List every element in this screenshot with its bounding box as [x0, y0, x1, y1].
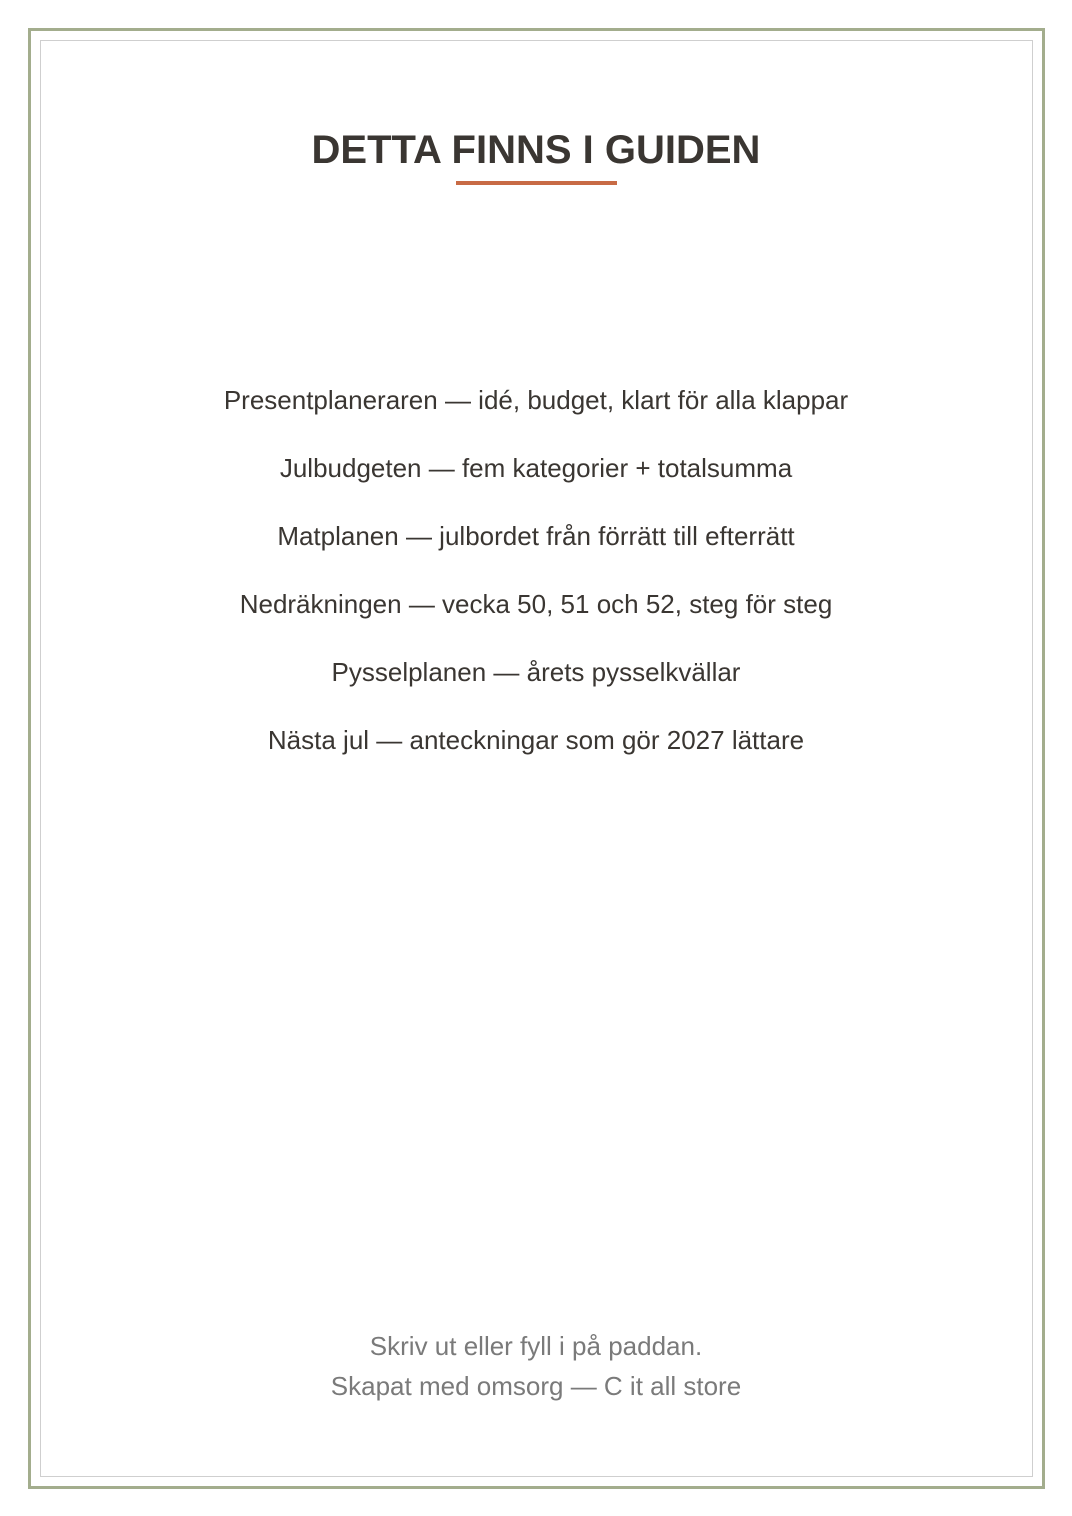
- page-title: DETTA FINNS I GUIDEN: [311, 128, 761, 172]
- footer-print-note: Skriv ut eller fyll i på paddan.: [369, 1331, 703, 1361]
- footer-credit: Skapat med omsorg — C it all store: [330, 1371, 742, 1401]
- contents-list: [0, 380, 1072, 788]
- title-underline: [456, 181, 617, 185]
- footer: [0, 1326, 1072, 1406]
- contents-item-presentplaneraren: Presentplaneraren — idé, budget, klart för alla klappar: [223, 385, 849, 415]
- contents-item-nasta-jul: Nästa jul — anteckningar som gör 2027 lättare: [267, 725, 805, 755]
- contents-item-matplanen: Matplanen — julbordet från förrätt till efterrätt: [277, 521, 795, 551]
- contents-item-pysselplanen: Pysselplanen — årets pysselkvällar: [331, 657, 741, 687]
- contents-item-julbudgeten: Julbudgeten — fem kategorier + totalsumma: [279, 453, 793, 483]
- contents-item-nedrakningen: Nedräkningen — vecka 50, 51 och 52, steg för steg: [239, 589, 833, 619]
